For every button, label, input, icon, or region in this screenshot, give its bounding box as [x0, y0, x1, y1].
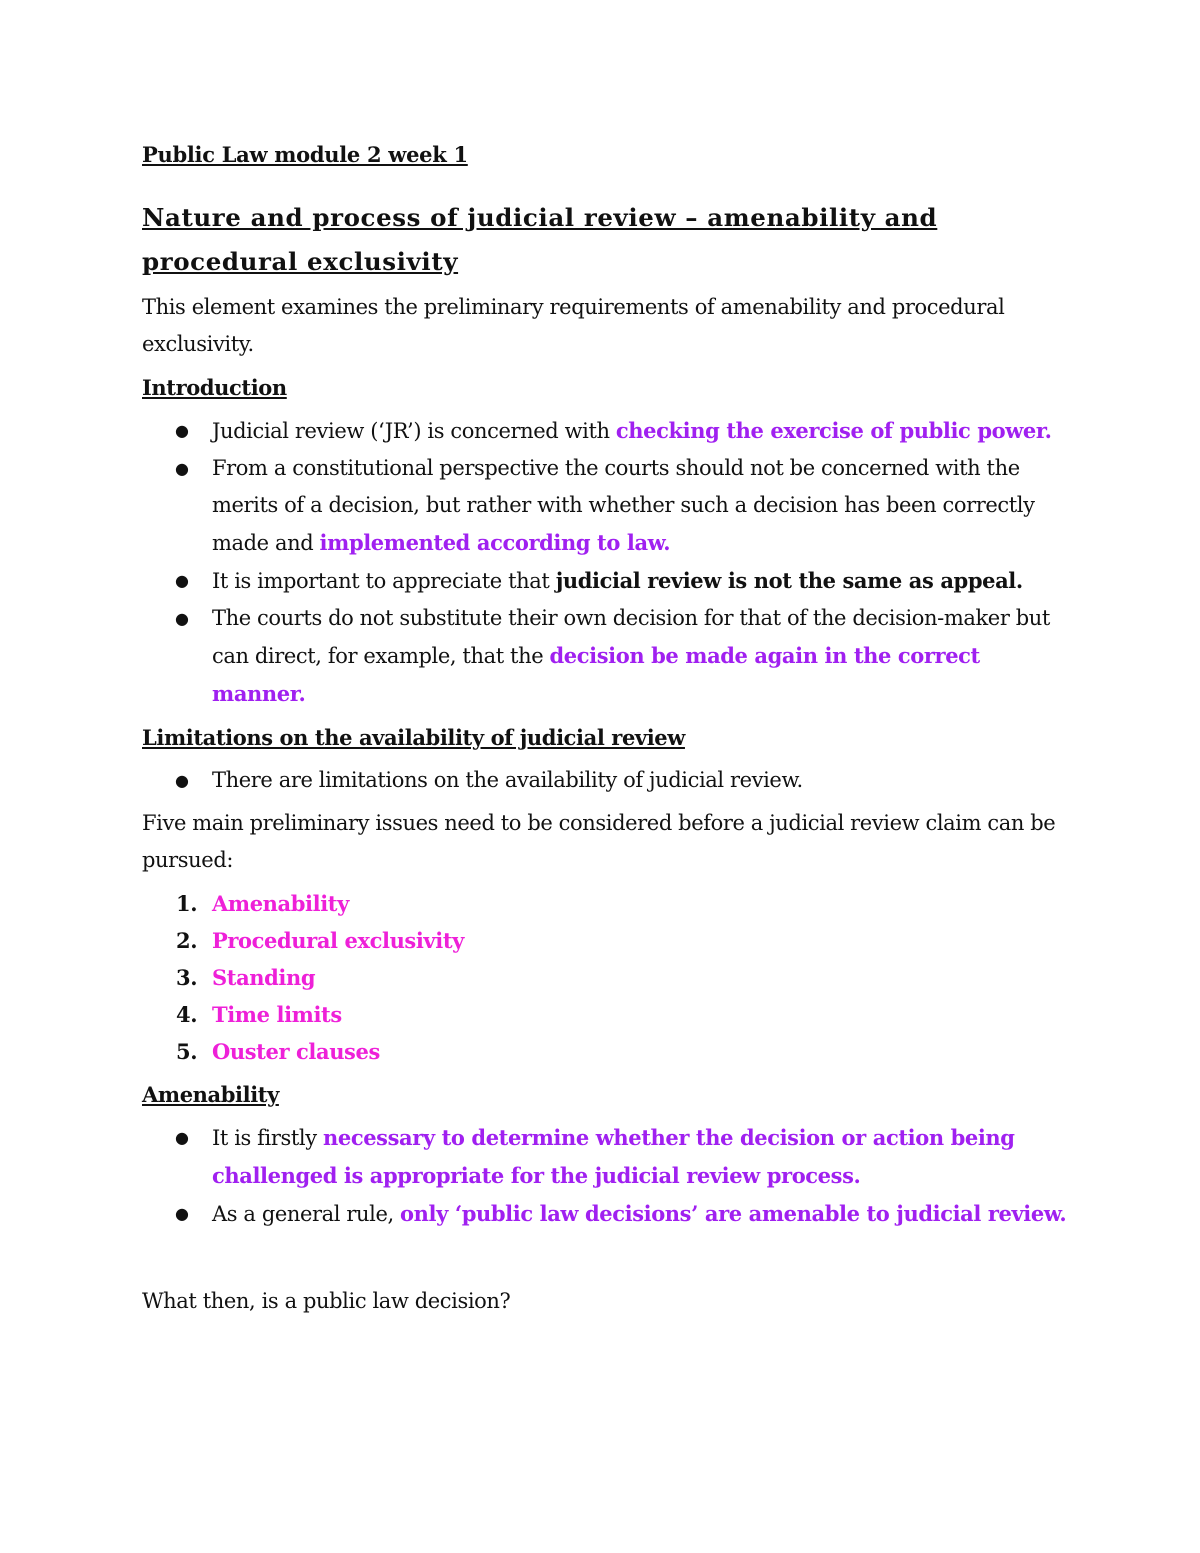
bullet-icon: ● — [175, 609, 189, 628]
list-item — [142, 885, 1072, 922]
list-item — [142, 1195, 1072, 1233]
limitations-paragraph: Five main preliminary issues need to be considered before a judicial review claim can be pursued: — [142, 811, 1056, 872]
section-heading-limitations: Limitations on the availability of judicial review — [142, 725, 685, 750]
list-item — [142, 450, 1072, 562]
list-item — [142, 959, 1072, 996]
list-item — [142, 600, 1072, 713]
section-heading-amenability: Amenability — [142, 1082, 279, 1107]
list-item — [142, 922, 1072, 959]
issue-label: Amenability — [212, 891, 349, 916]
document-body — [142, 138, 1072, 1320]
issue-label: Time limits — [212, 1002, 342, 1027]
section-heading-introduction: Introduction — [142, 375, 287, 400]
main-heading-line-1: Nature and process of judicial review – amenability and — [142, 203, 938, 232]
bullet-icon: ● — [175, 1204, 189, 1223]
issue-label: Procedural exclusivity — [212, 928, 464, 953]
highlight-text: implemented according to law. — [319, 530, 671, 555]
bullet-text: Judicial review (‘JR’) is concerned with — [212, 419, 616, 443]
list-item — [142, 562, 1072, 600]
bullet-text: There are limitations on the availability of judicial review. — [212, 768, 803, 792]
list-item — [142, 762, 1072, 799]
bullet-text: It is important to appreciate that — [212, 569, 556, 593]
bullet-icon: ● — [175, 771, 189, 790]
list-number: 2. — [176, 928, 198, 953]
list-item — [142, 1033, 1072, 1070]
bullet-icon: ● — [175, 571, 189, 590]
bullet-text: As a general rule, — [212, 1202, 401, 1226]
highlight-text: checking the exercise of public power. — [615, 418, 1052, 443]
amenability-bullet-list — [142, 1119, 1072, 1233]
highlight-text: decision be made again in the correct manner. — [212, 643, 980, 706]
list-item — [142, 1119, 1072, 1195]
bold-text: judicial review is not the same as appeal. — [555, 568, 1023, 593]
main-heading-line-2: procedural exclusivity — [142, 247, 459, 276]
bullet-icon: ● — [175, 1128, 189, 1147]
bullet-text: The courts do not substitute their own decision for that of the decision-maker but can direct, for example, that the — [212, 606, 1050, 668]
closing-question: What then, is a public law decision? — [142, 1289, 511, 1313]
list-number: 4. — [176, 1002, 198, 1027]
introduction-bullet-list — [142, 412, 1072, 713]
list-number: 3. — [176, 965, 198, 990]
bullet-icon: ● — [175, 421, 189, 440]
highlight-text: necessary to determine whether the decision or action being challenged is appropriate for the judicial review process. — [212, 1125, 1015, 1188]
document-title: Public Law module 2 week 1 — [142, 142, 468, 167]
issue-label: Ouster clauses — [212, 1039, 380, 1064]
bullet-icon: ● — [175, 459, 189, 478]
list-number: 1. — [176, 891, 198, 916]
list-number: 5. — [176, 1039, 198, 1064]
list-item — [142, 996, 1072, 1033]
main-heading — [142, 196, 1072, 284]
intro-paragraph: This element examines the preliminary requirements of amenability and procedural exclusivity. — [142, 295, 1005, 356]
bullet-text: From a constitutional perspective the courts should not be concerned with the merits of a decision, but rather with whether such a decision has been correctly made and — [212, 456, 1035, 555]
paragraph-spacer — [142, 1233, 1072, 1283]
limitations-bullet-list — [142, 762, 1072, 799]
highlight-text: only ‘public law decisions’ are amenable to judicial review. — [400, 1201, 1067, 1226]
issue-label: Standing — [212, 965, 316, 990]
bullet-text: It is firstly — [212, 1126, 323, 1150]
preliminary-issues-list — [142, 885, 1072, 1070]
list-item — [142, 412, 1072, 450]
